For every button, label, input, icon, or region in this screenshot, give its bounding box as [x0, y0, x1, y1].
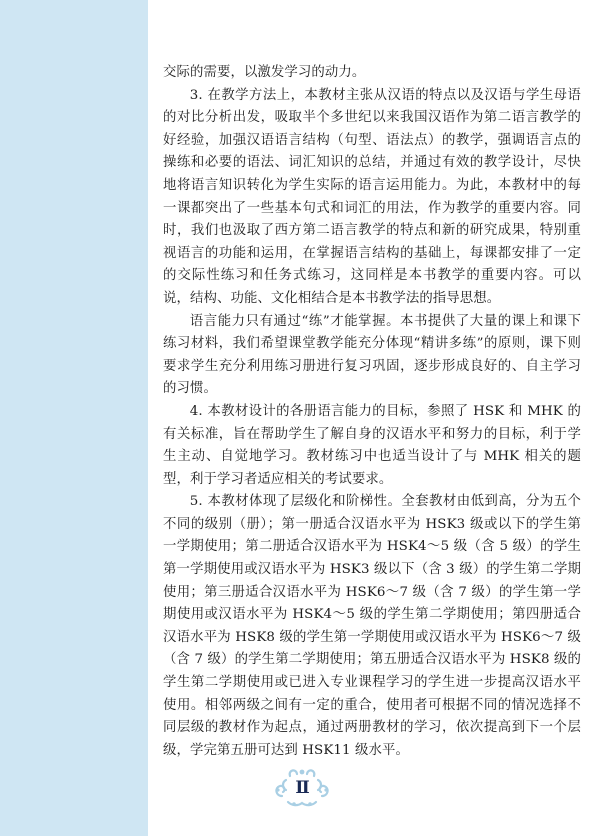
paragraph-hsk-standards: 4. 本教材设计的各册语言能力的目标，参照了 HSK 和 MHK 的有关标准，旨在帮助学生了解自身的汉语水平和努力的目标，利于学生主动、自觉地学习。教材练习中也适当设计了与 MHK 相关的题型，利于学习者适应相关的考试要求。 — [163, 403, 581, 487]
page-number: Ⅱ — [295, 778, 309, 798]
paragraph-teaching-method: 3. 在教学方法上，本教材主张从汉语的特点以及汉语与学生母语的对比分析出发，吸取半个多世纪以来我国汉语作为第二语言教学的好经验，加强汉语语言结构（句型、语法点）的教学，强调语言点的操练和必要的语法、词汇知识的总结，并通过有效的教学设计，尽快地将语言知识转化为学生实际的语言运用能力。为此，本教材中的每一课都突出了一些基本句式和词汇的用法，作为教学的重要内容。同时，我们也汲取了西方第二语言教学的特点和新的研究成果，特别重视语言的功能和运用，在掌握语言结构的基础上，每课都安排了一定的交际性练习和任务式练习，这同样是本书教学的重要内容。可以说，结构、功能、文化相结合是本书教学法的指导思想。 — [163, 87, 581, 306]
paragraph-continuation: 交际的需要，以激发学习的动力。 — [163, 65, 366, 80]
paragraph-practice: 语言能力只有通过“练”才能掌握。本书提供了大量的课上和课下练习材料，我们希望课堂教学能充分体现“精讲多练”的原则，课下则要求学生充分利用练习册进行复习巩固，逐步形成良好的、自主学习的习惯。 — [163, 313, 581, 397]
document-body — [163, 62, 581, 762]
left-color-band — [0, 0, 148, 836]
page-footer — [270, 766, 334, 810]
paragraph-levels: 5. 本教材体现了层级化和阶梯性。全套教材由低到高，分为五个不同的级别（册）；第一册适合汉语水平为 HSK3 级或以下的学生第一学期使用；第二册适合汉语水平为 HSK4～5 级（含 5 级）的学生第一学期使用或汉语水平为 HSK3 级以下（含 3 级）的学生第二学期使用；第三册适合汉语水平为 HSK6～7 级（含 7 级）的学生第一学期使用或汉语水平为 HSK4～5 级的学生第二学期使用；第四册适合汉语水平为 HSK8 级的学生第一学期使用或汉语水平为 HSK6～7 级（含 7 级）的学生第二学期使用；第五册适合汉语水平为 HSK8 级的学生第二学期使用或已进入专业课程学习的学生进一步提高汉语水平使用。相邻两级之间有一定的重合，使用者可根据不同的情况选择不同层级的教材作为起点，通过两册教材的学习，依次提高到下一个层级，学完第五册可达到 HSK11 级水平。 — [163, 494, 581, 758]
